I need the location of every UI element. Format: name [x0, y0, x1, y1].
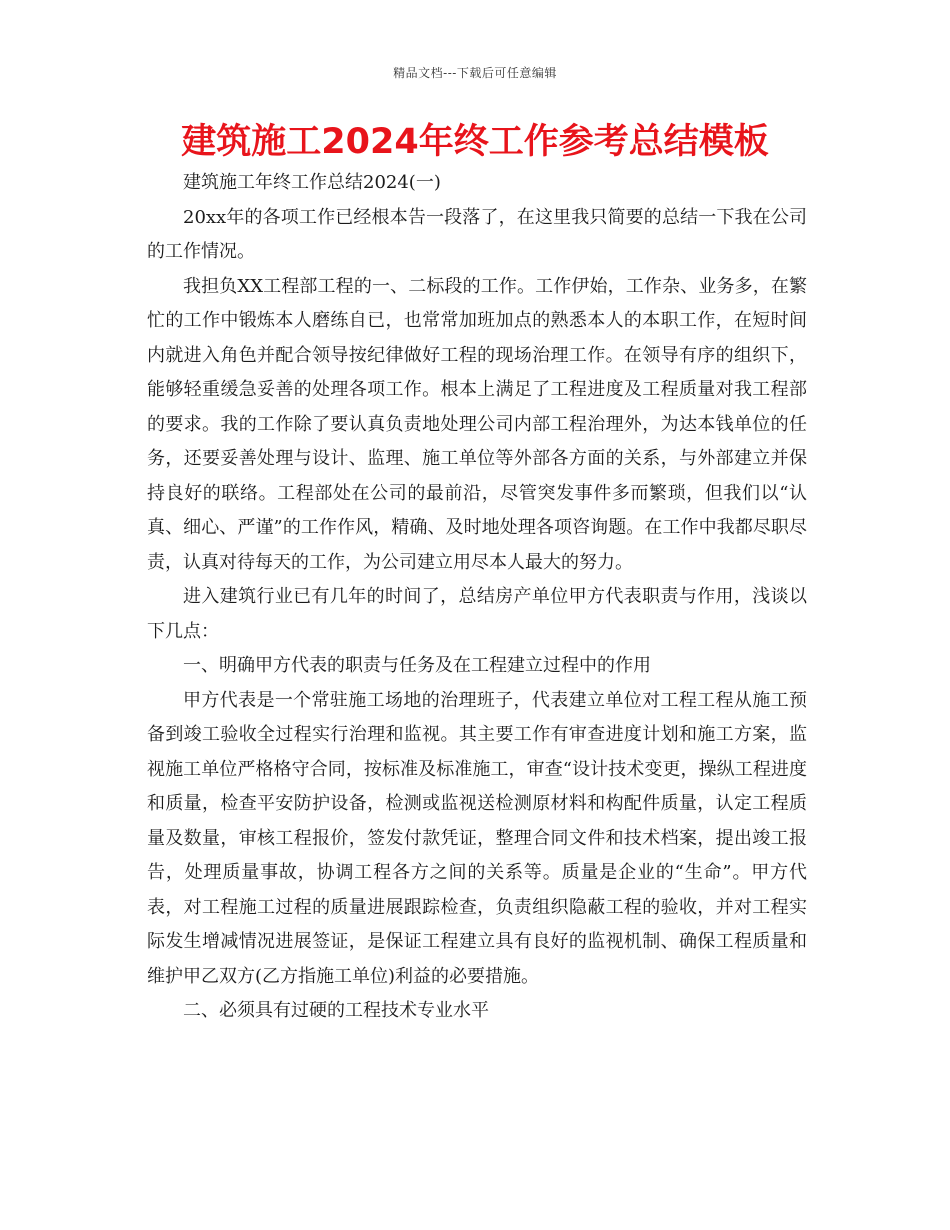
- header-note: 精品文档---下载后可任意编辑: [393, 66, 557, 80]
- body-paragraph: 进入建筑行业已有几年的时间了，总结房产单位甲方代表职责与作用，浅谈以下几点：: [147, 586, 807, 642]
- body-paragraph: 我担负XX工程部工程的一、二标段的工作。工作伊始，工作杂、业务多，在繁忙的工作中锻炼本人磨练自已，也常常加班加点的熟悉本人的本职工作，在短时间内就进入角色并配合领导按纪律做好工程的现场治理工作。在领导有序的组织下，能够轻重缓急妥善的处理各项工作。根本上满足了工程进度及工程质量对我工程部的要求。我的工作除了要认真负责地处理公司内部工程治理外，为达本钱单位的任务，还要妥善处理与设计、监理、施工单位等外部各方面的关系，与外部建立并保持良好的联络。工程部处在公司的最前沿，尽管突发事件多而繁琐，但我们以“认真、细心、严谨”的工作作风，精确、及时地处理各项咨询题。在工作中我都尽职尽责，认真对待每天的工作，为公司建立用尽本人最大的努力。: [147, 275, 807, 573]
- body-paragraph: 20xx年的各项工作已经根本告一段落了，在这里我只简要的总结一下我在公司的工作情况。: [147, 206, 807, 262]
- document-title: 建筑施工2024年终工作参考总结模板: [181, 122, 769, 162]
- section-heading: 二、必须具有过硬的工程技术专业水平: [183, 1000, 489, 1021]
- subtitle-paragraph: 建筑施工年终工作总结2024(一): [183, 172, 441, 193]
- document-body: [147, 166, 807, 1029]
- body-paragraph: 甲方代表是一个常驻施工场地的治理班子，代表建立单位对工程工程从施工预备到竣工验收全过程实行治理和监视。其主要工作有审查进度计划和施工方案，监视施工单位严格格守合同，按标准及标准施工，审查“设计技术变更，操纵工程进度和质量，检查平安防护设备，检测或监视送检测原材料和构配件质量，认定工程质量及数量，审核工程报价，签发付款凭证，整理合同文件和技术档案，提出竣工报告，处理质量事故，协调工程各方之间的关系等。质量是企业的“生命”。甲方代表，对工程施工过程的质量进展跟踪检查，负责组织隐蔽工程的验收，并对工程实际发生增减情况进展签证，是保证工程建立具有良好的监视机制、确保工程质量和维护甲乙双方(乙方指施工单位)利益的必要措施。: [147, 689, 807, 987]
- section-heading: 一、明确甲方代表的职责与任务及在工程建立过程中的作用: [183, 655, 651, 676]
